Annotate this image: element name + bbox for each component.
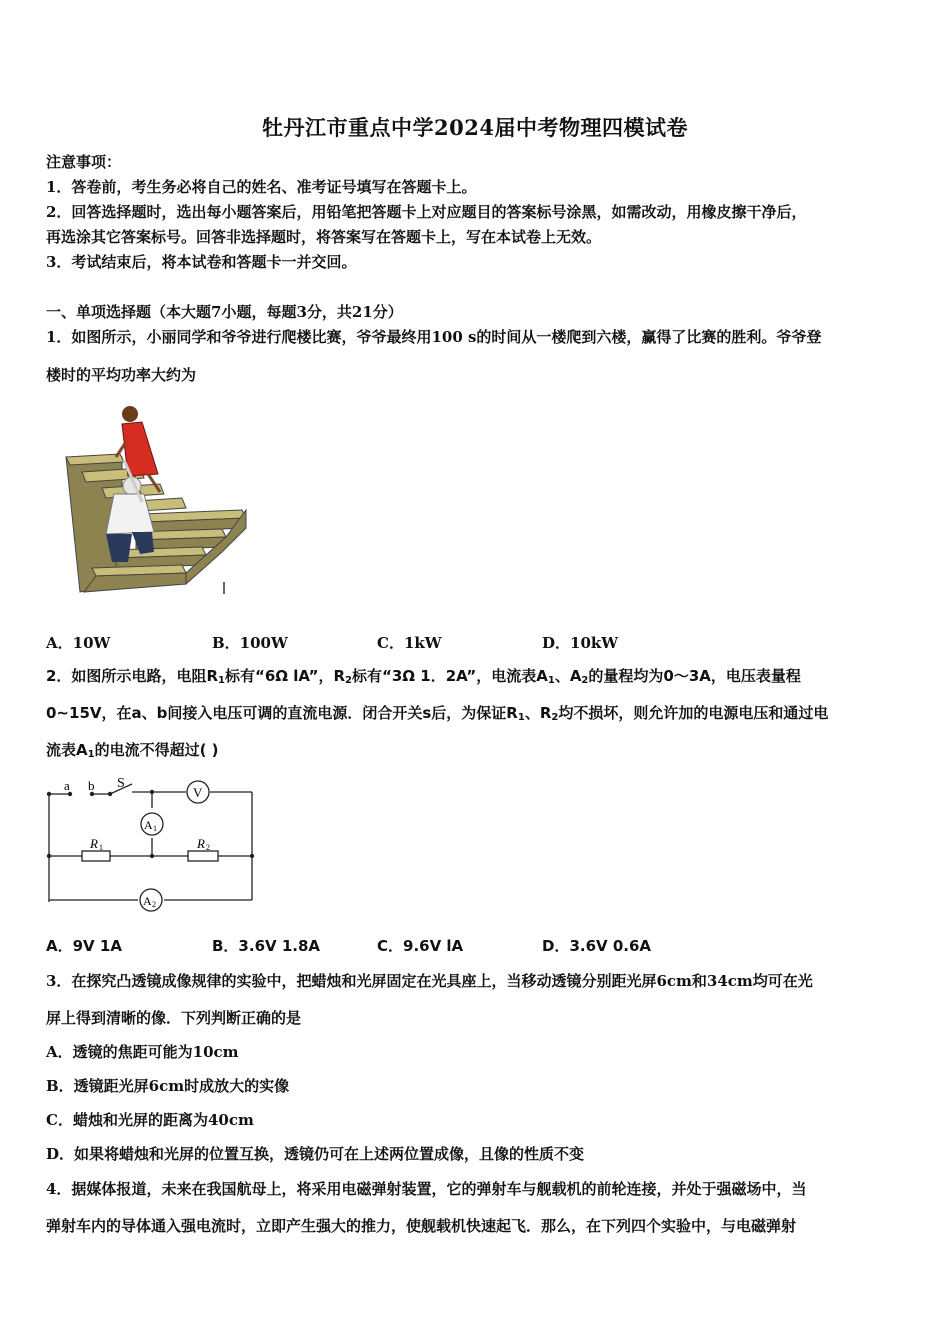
q2-l1e: 的量程均为0～3A，电压表量程	[588, 667, 801, 685]
q1-stem-line1: 1．如图所示，小丽同学和爷爷进行爬楼比赛，爷爷最终用100 s的时间从一楼爬到六楼，赢得了比赛的胜利。爷爷登	[46, 328, 822, 346]
q2-l2b: 、R	[524, 704, 552, 722]
sub: 2	[581, 675, 589, 686]
circuit-label-a2-sub: 2	[152, 900, 156, 909]
circuit-label-b: b	[88, 778, 95, 793]
q2-l3a: 流表A	[46, 741, 88, 759]
q1-stem-line2: 楼时的平均功率大约为	[46, 366, 197, 384]
q3-stem-line1: 3．在探究凸透镜成像规律的实验中，把蜡烛和光屏固定在光具座上，当移动透镜分别距光屏6cm和34cm均可在光	[46, 972, 813, 990]
q2-option-c[interactable]: C．9.6V lA	[377, 937, 464, 955]
q2-option-b[interactable]: B．3.6V 1.8A	[212, 937, 321, 955]
circuit-label-r2-sub: 2	[206, 843, 210, 852]
circuit-label-a: a	[64, 778, 70, 793]
circuit-label-a2: A	[143, 894, 152, 908]
q2-l3b: 的电流不得超过( )	[94, 741, 219, 759]
q3-option-a[interactable]: A．透镜的焦距可能为10cm	[46, 1043, 239, 1061]
sub: 1	[87, 749, 95, 760]
sub: 2	[551, 712, 559, 723]
q3-option-d[interactable]: D．如果将蜡烛和光屏的位置互换，透镜仍可在上述两位置成像，且像的性质不变	[46, 1145, 585, 1163]
sub: 1	[547, 675, 555, 686]
sub: 2	[345, 675, 352, 686]
circuit-label-a1-sub: 1	[153, 824, 157, 833]
circuit-label-r1: R	[90, 836, 98, 851]
q4-stem-line1: 4．据媒体报道，未来在我国航母上，将采用电磁弹射装置，它的弹射车与舰载机的前轮连接，并处于强磁场中，当	[46, 1180, 807, 1198]
q1-option-c[interactable]: C．1kW	[377, 634, 442, 652]
q3-option-c[interactable]: C．蜡烛和光屏的距离为40cm	[46, 1111, 254, 1129]
sub: 1	[218, 675, 225, 686]
circuit-label-r1-sub: 1	[99, 843, 103, 852]
q1-stairs-illustration	[62, 402, 252, 597]
q2-l1d: 、A	[554, 667, 582, 685]
page-title: 牡丹江市重点中学2024届中考物理四模试卷	[262, 115, 688, 140]
q3-stem-line2: 屏上得到清晰的像．下列判断正确的是	[46, 1009, 302, 1027]
q2-stem-line2	[46, 703, 828, 728]
q2-l2a: 0~15V，在a、b间接入电压可调的直流电源．闭合开关s后，为保证R	[46, 704, 518, 722]
q2-option-d[interactable]: D．3.6V 0.6A	[542, 937, 652, 955]
q2-l1c: 标有“3Ω 1．2A”，电流表A	[352, 667, 548, 685]
q2-l2c: 均不损坏，则允许加的电源电压和通过电	[558, 704, 829, 722]
notice-heading: 注意事项：	[46, 153, 122, 171]
q2-stem-line1	[46, 666, 801, 691]
q1-option-a[interactable]: A．10W	[46, 634, 111, 652]
circuit-label-v: V	[193, 785, 203, 800]
q4-stem-line2: 弹射车内的导体通入强电流时，立即产生强大的推力，使舰载机快速起飞．那么，在下列四个实验中，与电磁弹射	[46, 1217, 797, 1235]
q2-l1a: 2．如图所示电路，电阻R	[46, 667, 218, 685]
q3-option-b[interactable]: B．透镜距光屏6cm时成放大的实像	[46, 1077, 290, 1095]
q2-circuit-diagram	[40, 772, 260, 914]
q2-l1b: 标有“6Ω lA”，R	[224, 667, 346, 685]
circuit-label-r2: R	[197, 836, 205, 851]
notice-item-3: 3．考试结束后，将本试卷和答题卡一并交回。	[46, 253, 357, 271]
sub: 1	[517, 712, 525, 723]
circuit-label-a1: A	[144, 818, 153, 832]
section-heading: 一、单项选择题（本大题7小题，每题3分，共21分）	[46, 303, 403, 321]
notice-item-2-cont: 再选涂其它答案标号。回答非选择题时，将答案写在答题卡上，写在本试卷上无效。	[46, 228, 602, 246]
q2-stem-line3	[46, 740, 219, 765]
circuit-label-s: S	[117, 776, 125, 791]
notice-item-1: 1．答卷前，考生务必将自己的姓名、准考证号填写在答题卡上。	[46, 178, 477, 196]
q1-option-d[interactable]: D．10kW	[542, 634, 619, 652]
q2-option-a[interactable]: A．9V 1A	[46, 937, 122, 955]
q1-option-b[interactable]: B．100W	[212, 634, 288, 652]
notice-item-2: 2．回答选择题时，选出每小题答案后，用铅笔把答题卡上对应题目的答案标号涂黑，如需改动，用橡皮擦干净后，	[46, 203, 807, 221]
